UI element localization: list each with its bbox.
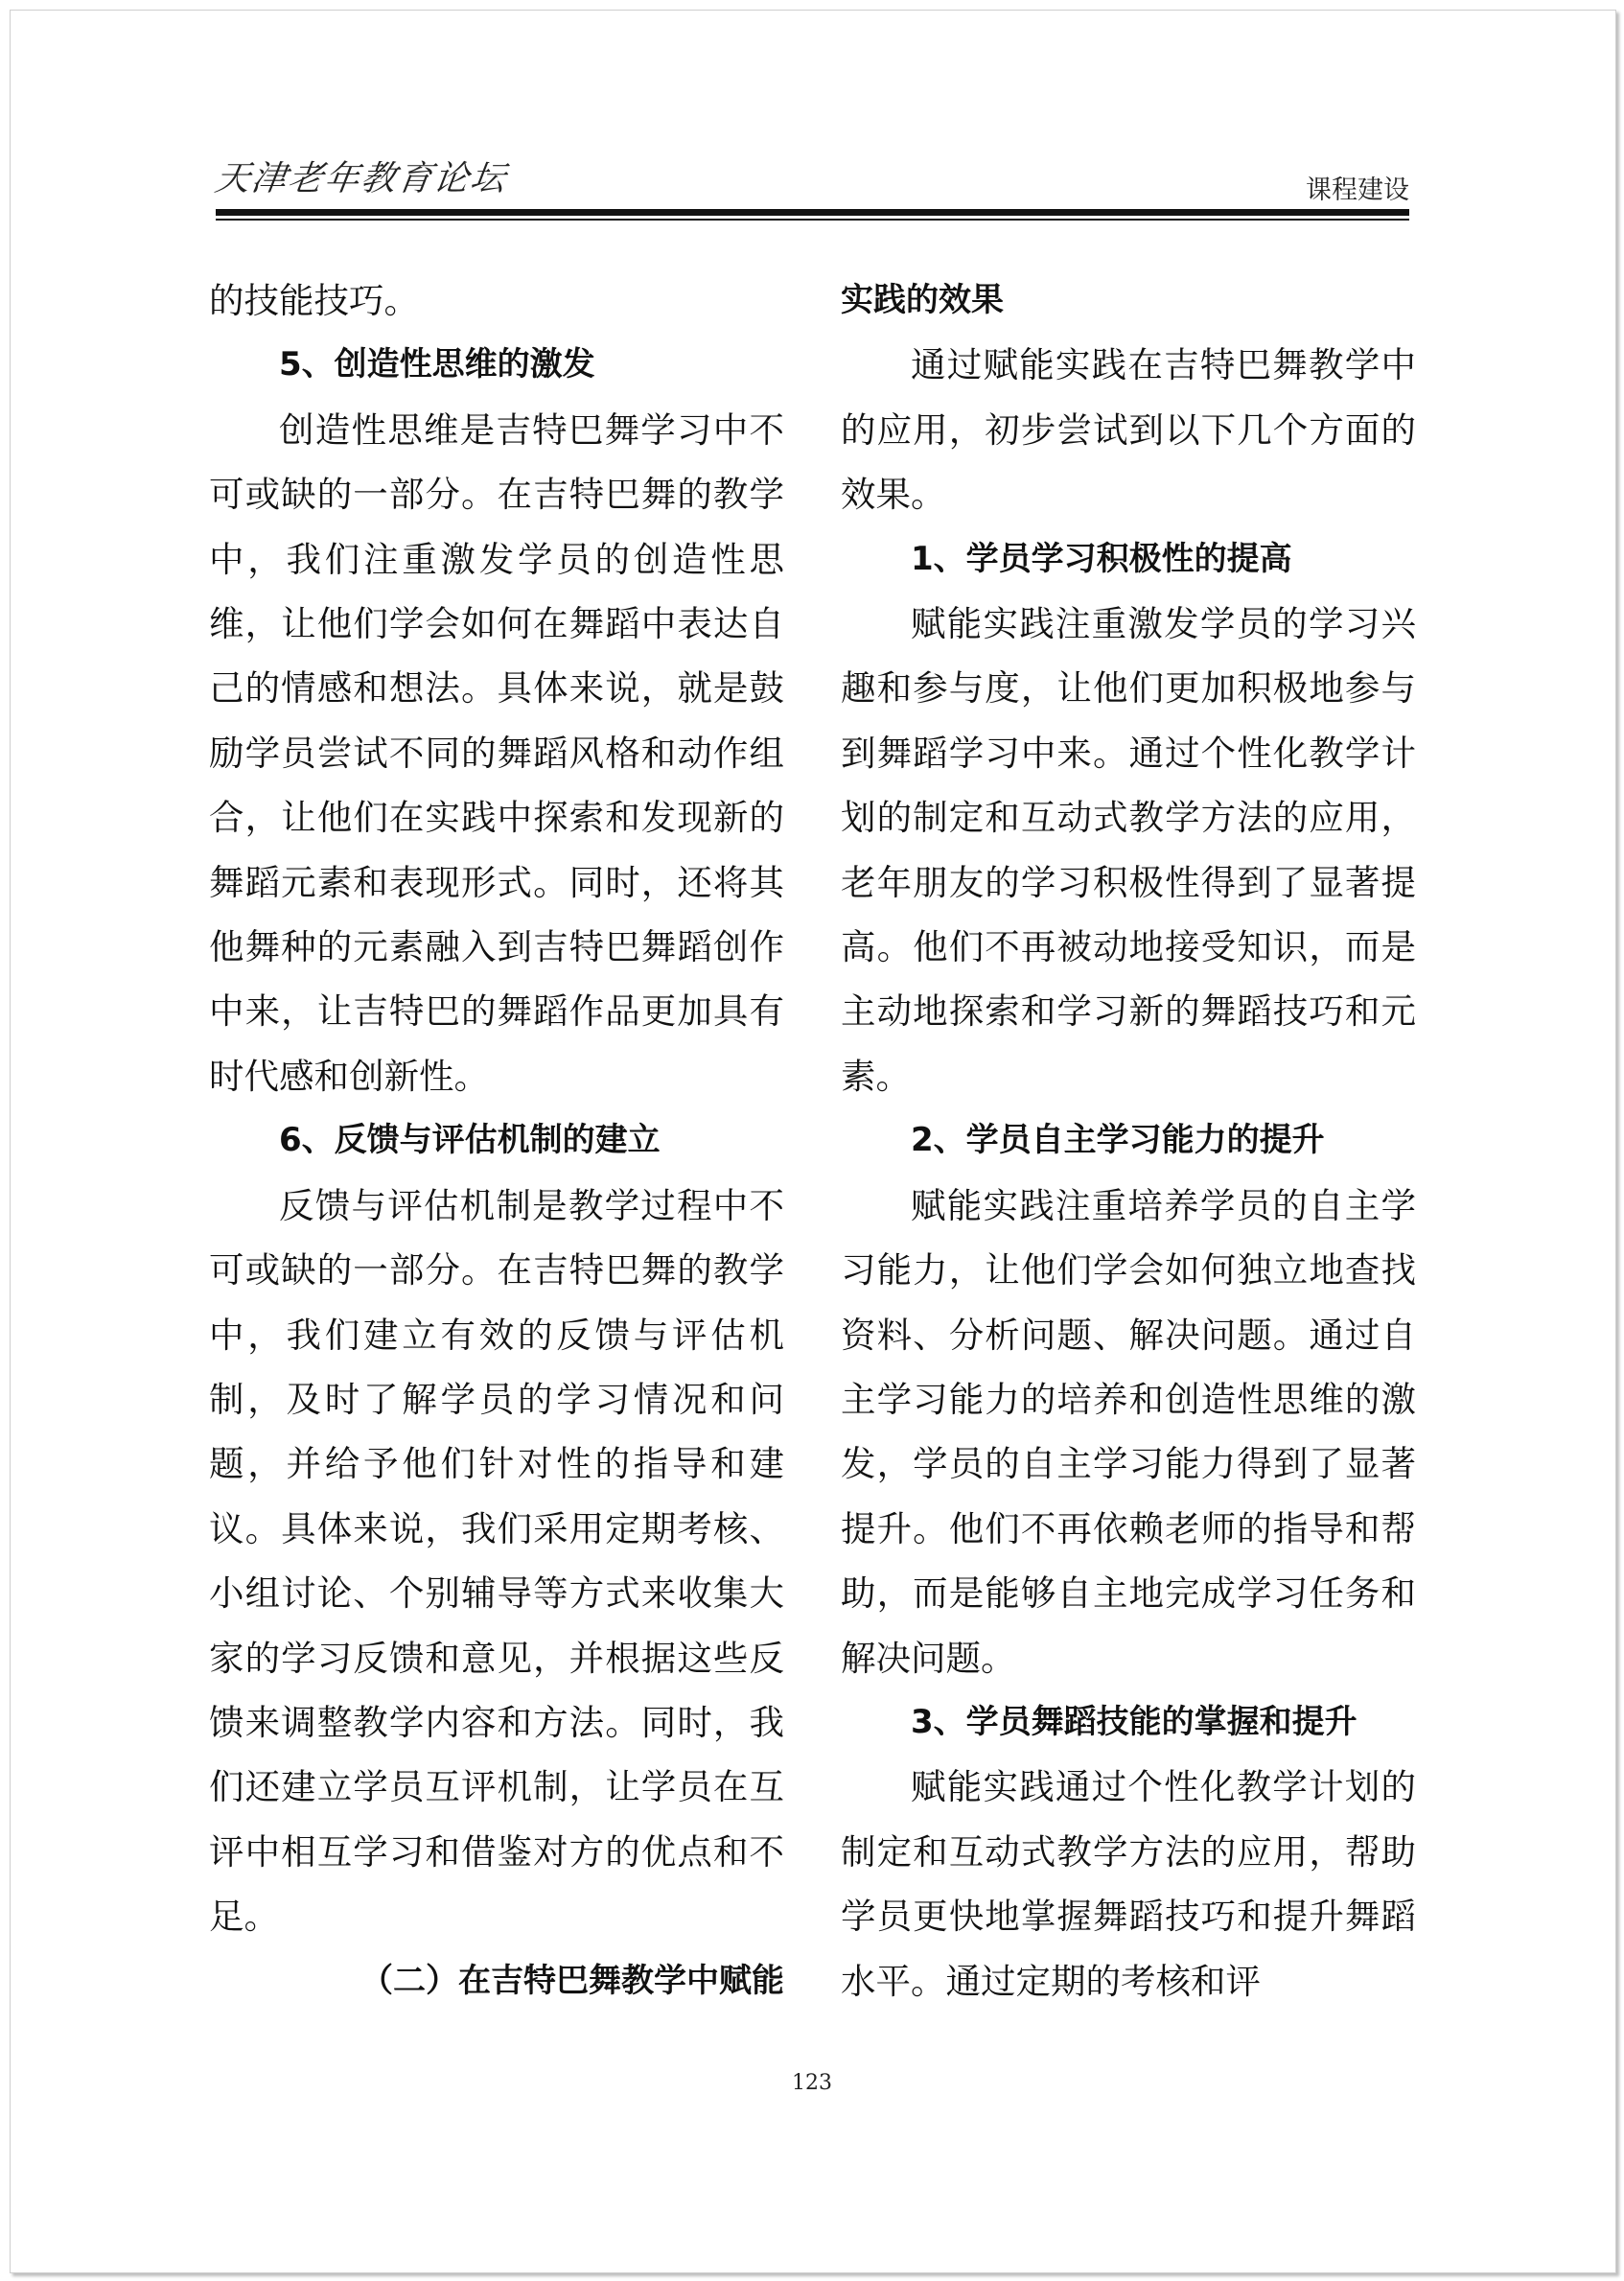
left-column — [209, 268, 784, 2013]
section-heading: （二）在吉特巴舞教学中赋能 — [360, 1961, 784, 2000]
journal-title-calligraphy: 天津老年教育论坛 — [212, 159, 510, 198]
paragraph: 创造性思维是吉特巴舞学习中不可或缺的一部分。在吉特巴舞的教学中，我们注重激发学员的创造性思维，让他们学会如何在舞蹈中表达自己的情感和想法。具体来说，就是鼓励学员尝试不同的舞蹈风格和动作组合，让他们在实践中探索和发现新的舞蹈元素和表现形式。同时，还将其他舞种的元素融入到吉特巴舞蹈创作中来，让吉特巴的舞蹈作品更加具有时代感和创新性。 — [209, 408, 784, 1097]
paragraph: 赋能实践注重激发学员的学习兴趣和参与度，让他们更加积极地参与到舞蹈学习中来。通过个性化教学计划的制定和互动式教学方法的应用，老年朋友的学习积极性得到了显著提高。他们不再被动地接受知识，而是主动地探索和学习新的舞蹈技巧和元素。 — [841, 603, 1416, 1097]
subheading: 6、反馈与评估机制的建立 — [279, 1121, 661, 1160]
subheading: 1、学员学习积极性的提高 — [911, 539, 1292, 578]
paragraph: 通过赋能实践在吉特巴舞教学中的应用，初步尝试到以下几个方面的效果。 — [841, 344, 1416, 516]
page-number: 123 — [792, 2071, 832, 2095]
paragraph: 反馈与评估机制是教学过程中不可或缺的一部分。在吉特巴舞的教学中，我们建立有效的反馈与评估机制，及时了解学员的学习情况和问题，并给予他们针对性的指导和建议。具体来说，我们采用定期考核、小组讨论、个别辅导等方式来收集大家的学习反馈和意见，并根据这些反馈来调整教学内容和方法。同时，我们还建立学员互评机制，让学员在互评中相互学习和借鉴对方的优点和不足。 — [209, 1184, 784, 1938]
subheading: 3、学员舞蹈技能的掌握和提升 — [911, 1702, 1357, 1741]
header-rule-thin — [216, 219, 1409, 221]
right-column — [841, 268, 1416, 2013]
header-rule-thick — [216, 209, 1409, 216]
subheading: 5、创造性思维的激发 — [279, 345, 595, 384]
running-header — [212, 144, 1409, 230]
section-label: 课程建设 — [1306, 175, 1409, 205]
subheading: 2、学员自主学习能力的提升 — [911, 1121, 1325, 1160]
section-heading-continued: 实践的效果 — [841, 281, 1004, 319]
paragraph: 的技能技巧。 — [209, 280, 419, 321]
paragraph: 赋能实践注重培养学员的自主学习能力，让他们学会如何独立地查找资料、分析问题、解决问题。通过自主学习能力的培养和创造性思维的激发，学员的自主学习能力得到了显著提升。他们不再依赖老师的指导和帮助，而是能够自主地完成学习任务和解决问题。 — [841, 1184, 1416, 1679]
paragraph: 赋能实践通过个性化教学计划的制定和互动式教学方法的应用，帮助学员更快地掌握舞蹈技巧和提升舞蹈水平。通过定期的考核和评 — [841, 1766, 1416, 2002]
